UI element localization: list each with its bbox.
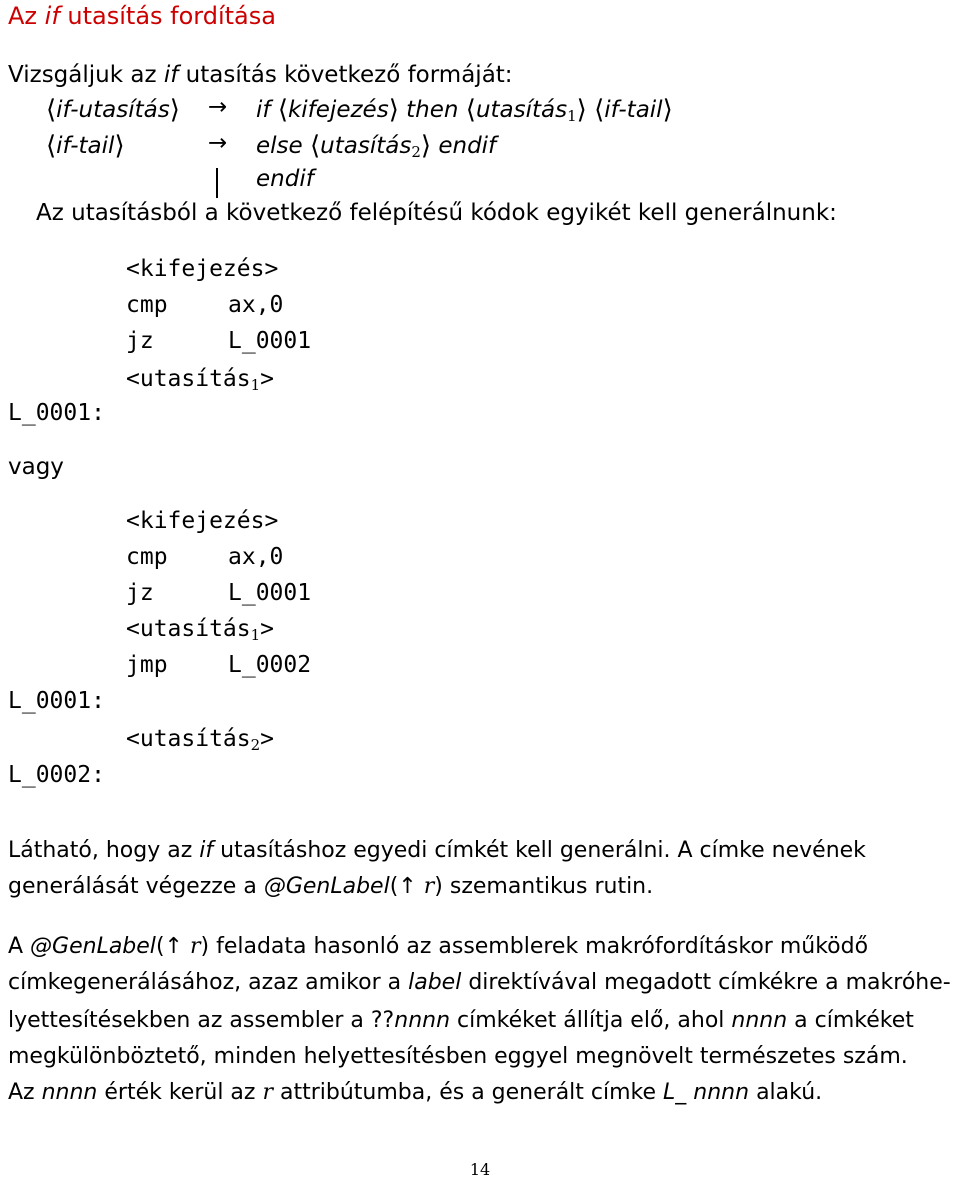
- page-number: 14: [469, 1160, 491, 1179]
- rule1-if: if: [256, 97, 271, 123]
- rule2-lhs: if-tail: [56, 133, 115, 159]
- code1-line3-arg: L_0001: [228, 328, 312, 354]
- code2-line4: [126, 616, 274, 644]
- para1-genlabel: @GenLabel: [263, 874, 390, 899]
- para2-genlabel: @GenLabel: [30, 934, 156, 959]
- code2-line3-arg: L_0001: [228, 580, 312, 606]
- code2-line5-op: jmp: [126, 652, 168, 678]
- title-keyword: if: [44, 2, 60, 30]
- generate-intro: Az utasításból a következő felépítésű kódok egyikét kell generálnunk:: [36, 200, 837, 226]
- para2-line2: címkegenerálásához, azaz amikor a label direktívával megadott címkékre a makróhe-: [8, 970, 951, 995]
- code2-line6-end: >: [260, 726, 275, 752]
- intro-after: utasítás következő formáját:: [178, 62, 513, 88]
- code2-line5-arg: L_0002: [228, 652, 312, 678]
- grammar-rule-2-lhs: ⟨if-tail⟩: [46, 131, 125, 161]
- para2-line5: Az nnnn érték kerül az r attribútumba, és a generált címke L_ nnnn alakú.: [8, 1080, 823, 1105]
- rule2-sub: 2: [411, 143, 421, 161]
- rule3-endif: endif: [256, 166, 314, 192]
- rule1-arrow: →: [208, 94, 228, 120]
- code2-line2-op: cmp: [126, 544, 168, 570]
- code2-line3-op: jz: [126, 580, 154, 606]
- code2-line4-end: >: [260, 616, 275, 642]
- para2-line3: lyettesítésekben az assembler a ??nnnn címkéket állítja elő, ahol nnnn a címkéket: [8, 1008, 914, 1033]
- or-word: vagy: [8, 454, 64, 480]
- code2-line2-arg: ax,0: [228, 544, 284, 570]
- code1-line1: <kifejezés>: [126, 256, 279, 282]
- code1-line4: [126, 366, 274, 394]
- code1-line2-arg: ax,0: [228, 292, 284, 318]
- title-prefix: Az: [8, 2, 45, 30]
- grammar-rule-2-rhs: else ⟨utasítás$_2$⟩ endif: [256, 131, 497, 161]
- code1-label-1: L_0001:: [8, 400, 105, 426]
- code2-line6-sub: 2: [250, 736, 261, 754]
- rule2-stmt: utasítás: [320, 133, 412, 159]
- code1-line3-op: jz: [126, 328, 154, 354]
- para1-keyword: if: [199, 838, 214, 863]
- code1-line4-text: <utasítás: [126, 366, 251, 392]
- page-title: [8, 2, 276, 30]
- code2-line1: <kifejezés>: [126, 508, 279, 534]
- grammar-rule-1-rhs: if ⟨kifejezés⟩ then ⟨utasítás$_1$⟩ ⟨if-tail⟩: [256, 95, 673, 125]
- rule1-lhs: if-utasítás: [56, 97, 170, 123]
- code2-line4-sub: 1: [250, 626, 261, 644]
- rule2-else: else: [256, 133, 303, 159]
- rule1-tail: if-tail: [604, 97, 663, 123]
- up-arrow-icon: ↑: [164, 934, 183, 959]
- grammar-rule-1-lhs: ⟨if-utasítás⟩: [46, 95, 180, 125]
- code2-label-1: L_0001:: [8, 688, 105, 714]
- rule2-arrow: →: [208, 130, 228, 156]
- para2-line1: A @GenLabel(↑ r) feladata hasonló az assemblerek makrófordításkor működő: [8, 934, 869, 959]
- title-suffix: utasítás fordítása: [59, 2, 276, 30]
- rule1-expr: kifejezés: [287, 97, 389, 123]
- rule2-endif: endif: [438, 133, 497, 159]
- up-arrow-icon: ↑: [398, 874, 417, 899]
- code2-label-2: L_0002:: [8, 762, 105, 788]
- code1-line4-end: >: [260, 366, 275, 392]
- code1-line4-sub: 1: [250, 376, 261, 394]
- para1-line2: generálását végezze a @GenLabel(↑ r) szemantikus rutin.: [8, 874, 654, 899]
- code2-line4-text: <utasítás: [126, 616, 251, 642]
- rule1-sub: 1: [567, 107, 577, 125]
- intro-before: Vizsgáljuk az: [8, 62, 164, 88]
- para2-line4: megkülönböztető, minden helyettesítésben eggyel megnövelt természetes szám.: [8, 1044, 908, 1069]
- code1-line2-op: cmp: [126, 292, 168, 318]
- code2-line6-text: <utasítás: [126, 726, 251, 752]
- rule1-stmt: utasítás: [475, 97, 568, 123]
- para2-label-keyword: label: [408, 970, 462, 995]
- rule1-then: then: [406, 97, 459, 123]
- code2-line6: [126, 726, 274, 754]
- para1-line1: Látható, hogy az if utasításhoz egyedi címkét kell generálni. A címke nevének: [8, 838, 866, 863]
- alternative-bar: [216, 168, 218, 198]
- intro-keyword: if: [163, 62, 179, 88]
- intro-line: [8, 62, 513, 88]
